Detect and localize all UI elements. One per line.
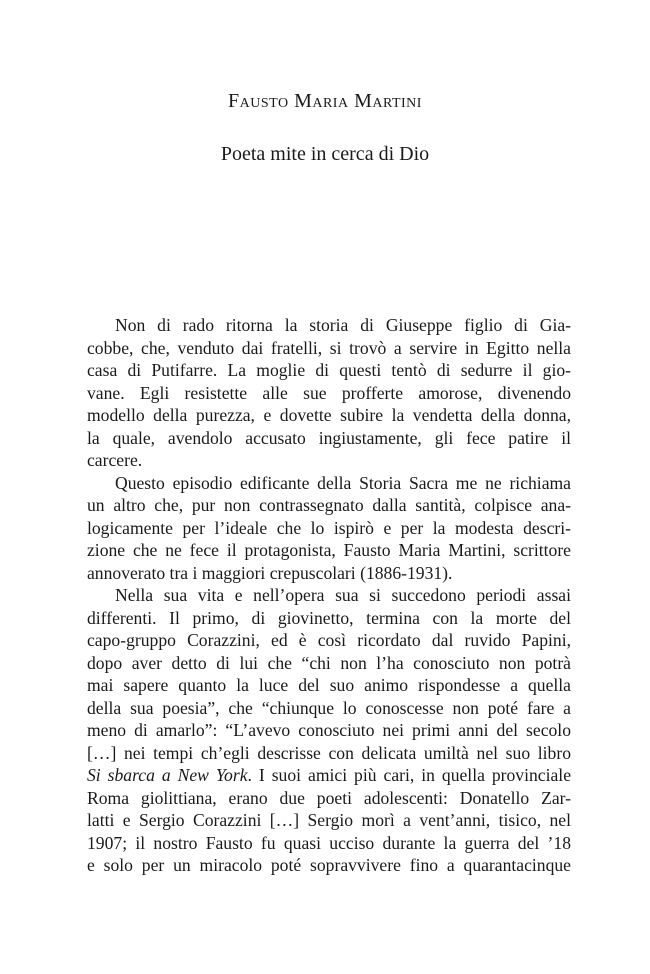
text-line: annoverato tra i maggiori crepuscolari (1886-1931). [87,562,453,583]
text-line: Non di rado ritorna la storia di Giuseppe figlio di Gia- [115,315,571,335]
text-line: Nella sua vita e nell’opera sua si succedono periodi assai [115,585,571,605]
text-line: dopo aver detto di lui che “chi non l’ha conosciuto non potrà [87,652,571,673]
text-line: carcere. [87,450,143,470]
text-line: mai sapere quanto la luce del suo animo rispondesse a quella [87,675,571,695]
text-line: casa di Putifarre. La moglie di questi tentò di sedurre il gio- [87,360,571,380]
text-line: logicamente per l’ideale che lo ispirò e per la modesta descri- [87,517,571,538]
text-line: differenti. Il primo, di giovinetto, termina con la morte del [87,607,571,628]
text-line-rest: . I suoi amici più cari, in quella provinciale [247,765,571,785]
book-title: Si sbarca a New York [87,765,248,785]
text-line: Roma giolittiana, erano due poeti adolescenti: Donatello Zar- [87,787,571,808]
text-line-with-book-title [87,764,571,787]
chapter-title: Poeta mite in cerca di Dio [220,143,430,165]
text-line: […] nei tempi ch’egli descrisse con delicata umiltà nel suo libro [87,742,571,763]
body-text [87,314,571,877]
text-line: 1907; il nostro Fausto fu quasi ucciso durante la guerra del ’18 [87,832,571,853]
text-line: zione che ne fece il protagonista, Fausto Maria Martini, scrittore [87,540,571,560]
text-line: modello della purezza, e dovette subire la vendetta della donna, [87,405,571,425]
text-line: e solo per un miracolo poté sopravvivere fino a quarantacinque [87,855,571,875]
text-line: la quale, avendolo accusato ingiustamente, gli fece patire il [87,427,571,448]
text-line: della sua poesia”, che “chiunque lo conoscesse non poté fare a [87,697,571,718]
text-line: meno di amarlo”: “L’avevo conosciuto nei primi anni del secolo [87,720,571,740]
text-line: un altro che, pur non contrassegnato dalla santità, colpisce ana- [87,495,571,515]
text-line: cobbe, che, venduto dai fratelli, si trovò a servire in Egitto nella [87,337,571,358]
chapter-author: Fausto Maria Martini [228,90,422,112]
text-line: Questo episodio edificante della Storia Sacra me ne richiama [115,472,571,493]
text-line: vane. Egli resistette alle sue profferte amorose, divenendo [87,382,571,403]
text-line: latti e Sergio Corazzini […] Sergio morì a vent’anni, tisico, nel [87,810,571,830]
text-line: capo-gruppo Corazzini, ed è così ricordato dal ruvido Papini, [87,630,571,650]
